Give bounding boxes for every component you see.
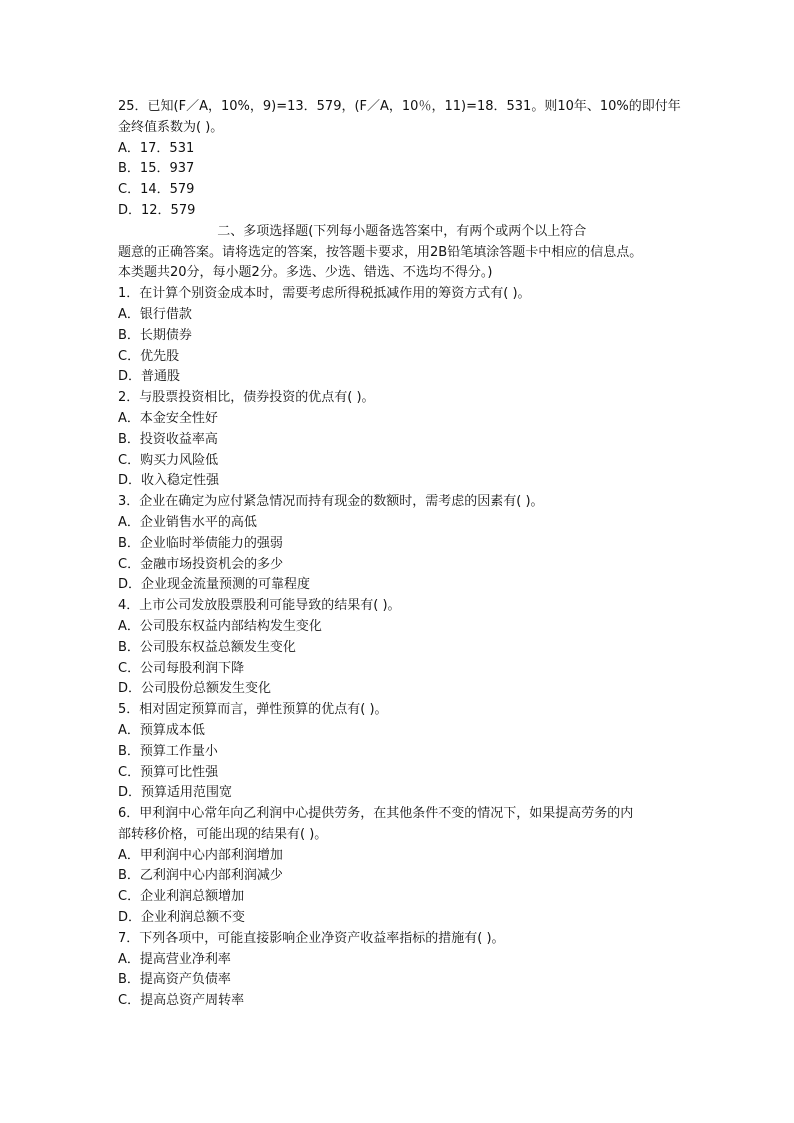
section-title: 二、多项选择题(下列每小题备选答案中，有两个或两个以上符合 xyxy=(217,223,587,239)
document-page xyxy=(118,97,688,1012)
option-a: A．甲利润中心内部利润增加 xyxy=(118,847,283,863)
question-stem: 4．上市公司发放股票股利可能导致的结果有( )。 xyxy=(118,598,401,614)
question-stem: 25．已知(F／A，10%，9)=13．579，(F／A，10％，11)=18．531。则10年、10%的即付年 xyxy=(118,99,681,114)
question-5 xyxy=(118,700,688,804)
option-a: A．17．531 xyxy=(118,140,195,156)
question-1 xyxy=(118,284,688,388)
option-b: B．乙利润中心内部利润减少 xyxy=(118,868,283,884)
option-b: B．企业临时举债能力的强弱 xyxy=(118,535,283,551)
question-stem: 部转移价格，可能出现的结果有( )。 xyxy=(118,826,328,842)
question-7 xyxy=(118,929,688,1012)
option-d: D．公司股份总额发生变化 xyxy=(118,681,272,697)
question-stem: 金终值系数为( )。 xyxy=(118,119,224,135)
option-b: B．15．937 xyxy=(118,161,195,177)
option-b: B．提高资产负债率 xyxy=(118,972,231,988)
option-c: C．购买力风险低 xyxy=(118,452,219,468)
option-a: A．提高营业净利率 xyxy=(118,951,231,967)
option-a: A．公司股东权益内部结构发生变化 xyxy=(118,618,322,634)
question-25 xyxy=(118,97,688,222)
option-c: C．企业利润总额增加 xyxy=(118,889,245,905)
question-list xyxy=(118,284,688,1012)
option-c: C．优先股 xyxy=(118,348,180,364)
question-3 xyxy=(118,492,688,596)
option-d: D．企业现金流量预测的可靠程度 xyxy=(118,577,311,593)
question-stem: 7．下列各项中，可能直接影响企业净资产收益率指标的措施有( )。 xyxy=(118,930,505,946)
option-c: C．预算可比性强 xyxy=(118,764,219,780)
option-b: B．长期债券 xyxy=(118,327,192,343)
section-header-line xyxy=(118,222,688,243)
option-c: C．公司每股利润下降 xyxy=(118,660,245,676)
section-header xyxy=(118,222,688,284)
option-d: D．12．579 xyxy=(118,202,196,218)
faint-link-text xyxy=(118,224,217,239)
option-a: A．本金安全性好 xyxy=(118,410,218,426)
question-4 xyxy=(118,596,688,700)
option-b: B．投资收益率高 xyxy=(118,431,218,447)
option-d: D．预算适用范围宽 xyxy=(118,785,233,801)
option-a: A．预算成本低 xyxy=(118,722,205,738)
option-d: D．普通股 xyxy=(118,369,181,385)
option-d: D．收入稳定性强 xyxy=(118,473,220,489)
question-6 xyxy=(118,804,688,929)
option-a: A．企业销售水平的高低 xyxy=(118,514,257,530)
option-c: C．提高总资产周转率 xyxy=(118,993,245,1009)
question-stem: 6．甲利润中心常年向乙利润中心提供劳务，在其他条件不变的情况下，如果提高劳务的内 xyxy=(118,806,634,822)
section-instructions: 题意的正确答案。请将选定的答案，按答题卡要求，用2B铅笔填涂答题卡中相应的信息点。 xyxy=(118,244,643,260)
question-stem: 3．企业在确定为应付紧急情况而持有现金的数额时，需考虑的因素有( )。 xyxy=(118,494,544,510)
option-c: C．14．579 xyxy=(118,182,195,198)
question-stem: 1．在计算个别资金成本时，需要考虑所得税抵减作用的筹资方式有( )。 xyxy=(118,286,531,302)
option-a: A．银行借款 xyxy=(118,306,192,322)
option-b: B．预算工作量小 xyxy=(118,743,218,759)
option-d: D．企业利润总额不变 xyxy=(118,910,246,926)
question-stem: 5．相对固定预算而言，弹性预算的优点有( )。 xyxy=(118,702,388,718)
option-c: C．金融市场投资机会的多少 xyxy=(118,556,284,572)
section-scoring: 本类题共20分，每小题2分。多选、少选、错选、不选均不得分。) xyxy=(118,265,493,281)
question-2 xyxy=(118,388,688,492)
option-b: B．公司股东权益总额发生变化 xyxy=(118,639,296,655)
question-stem: 2．与股票投资相比，债券投资的优点有( )。 xyxy=(118,390,375,406)
